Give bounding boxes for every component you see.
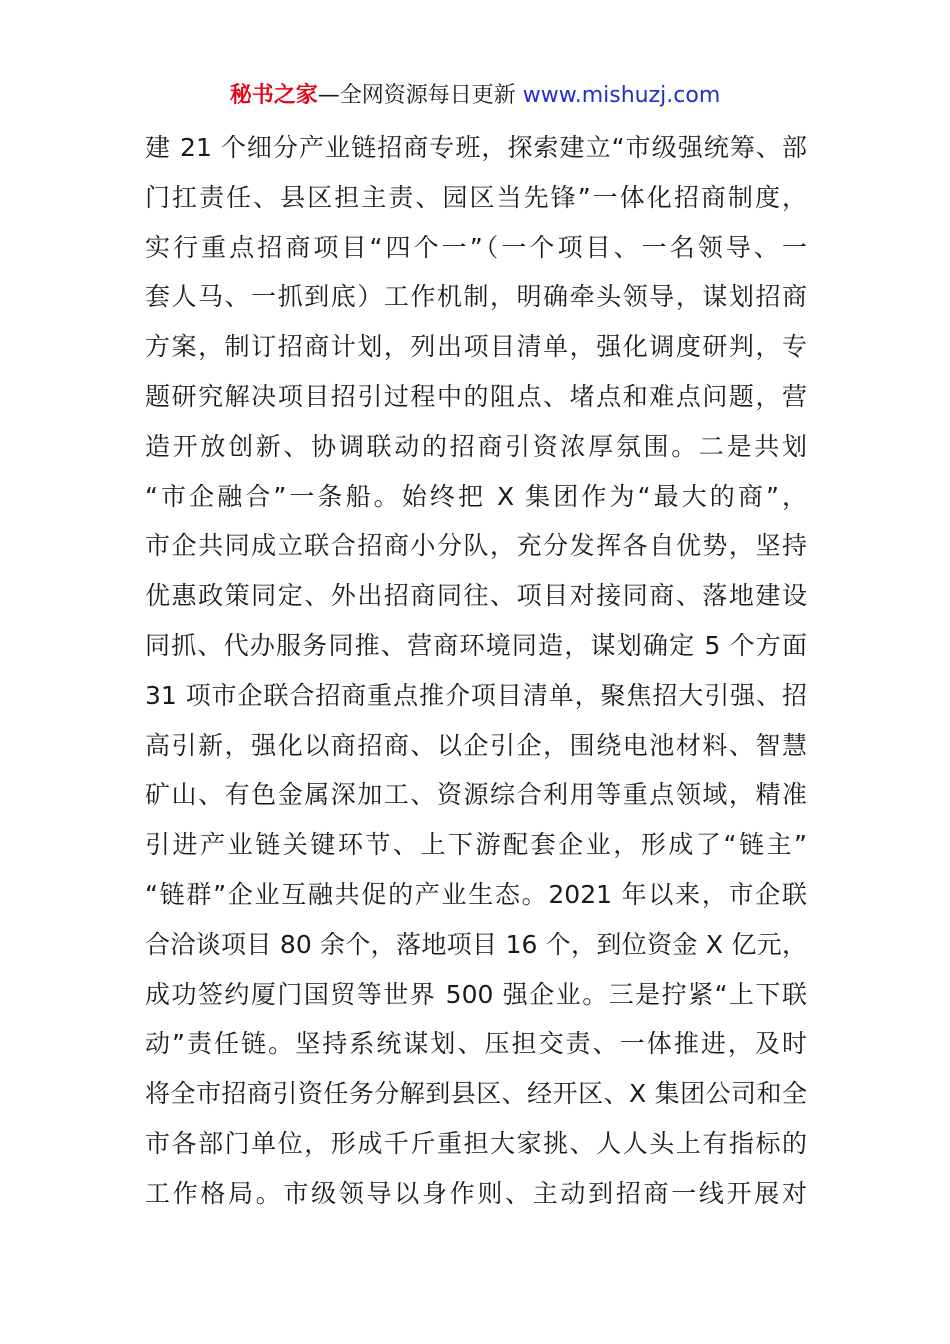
text-line: “链群”企业互融共促的产业生态。2021 年以来，市企联 [145, 879, 807, 909]
text-line: 31 项市企联合招商重点推介项目清单，聚焦招大引强、招 [145, 680, 807, 710]
text-line: 实行重点招商项目“四个一”（一个项目、一名领导、一 [145, 232, 807, 262]
brand-name: 秘书之家 [229, 83, 318, 108]
body-text [145, 128, 807, 1224]
page-header [0, 80, 950, 112]
text-line: 同抓、代办服务同推、营商环境同造，谋划确定 5 个方面 [145, 630, 807, 660]
text-line: 题研究解决项目招引过程中的阻点、堵点和难点问题，营 [145, 381, 807, 411]
header-tagline: —全网资源每日更新 [317, 83, 516, 108]
text-line: 方案，制订招商计划，列出项目清单，强化调度研判，专 [145, 332, 807, 362]
text-line: 将全市招商引资任务分解到县区、经开区、X 集团公司和全 [145, 1079, 807, 1109]
text-line: 市企共同成立联合招商小分队，充分发挥各自优势，坚持 [145, 531, 807, 561]
text-line: 门扛责任、县区担主责、园区当先锋”一体化招商制度， [145, 182, 807, 212]
text-line: 套人马、一抓到底）工作机制，明确牵头领导，谋划招商 [145, 282, 807, 312]
text-line: 造开放创新、协调联动的招商引资浓厚氛围。二是共划 [145, 431, 807, 461]
text-line: 工作格局。市级领导以身作则、主动到招商一线开展对 [145, 1178, 807, 1208]
text-line: 高引新，强化以商招商、以企引企，围绕电池材料、智慧 [145, 730, 807, 760]
site-url-link[interactable]: www.mishuzj.com [522, 83, 721, 108]
text-line: 优惠政策同定、外出招商同往、项目对接同商、落地建设 [145, 581, 807, 611]
text-line: 成功签约厦门国贸等世界 500 强企业。三是拧紧“上下联 [145, 979, 807, 1009]
text-line: 动”责任链。坚持系统谋划、压担交责、一体推进，及时 [145, 1029, 807, 1059]
text-line: 市各部门单位，形成千斤重担大家挑、人人头上有指标的 [145, 1128, 807, 1158]
text-line: 引进产业链关键环节、上下游配套企业，形成了“链主” [145, 830, 807, 860]
text-line: 矿山、有色金属深加工、资源综合利用等重点领域，精准 [145, 780, 807, 810]
text-line: “市企融合”一条船。始终把 X 集团作为“最大的商”， [145, 481, 807, 511]
text-line: 建 21 个细分产业链招商专班，探索建立“市级强统筹、部 [145, 133, 807, 162]
text-line: 合洽谈项目 80 余个，落地项目 16 个，到位资金 X 亿元， [145, 929, 807, 959]
